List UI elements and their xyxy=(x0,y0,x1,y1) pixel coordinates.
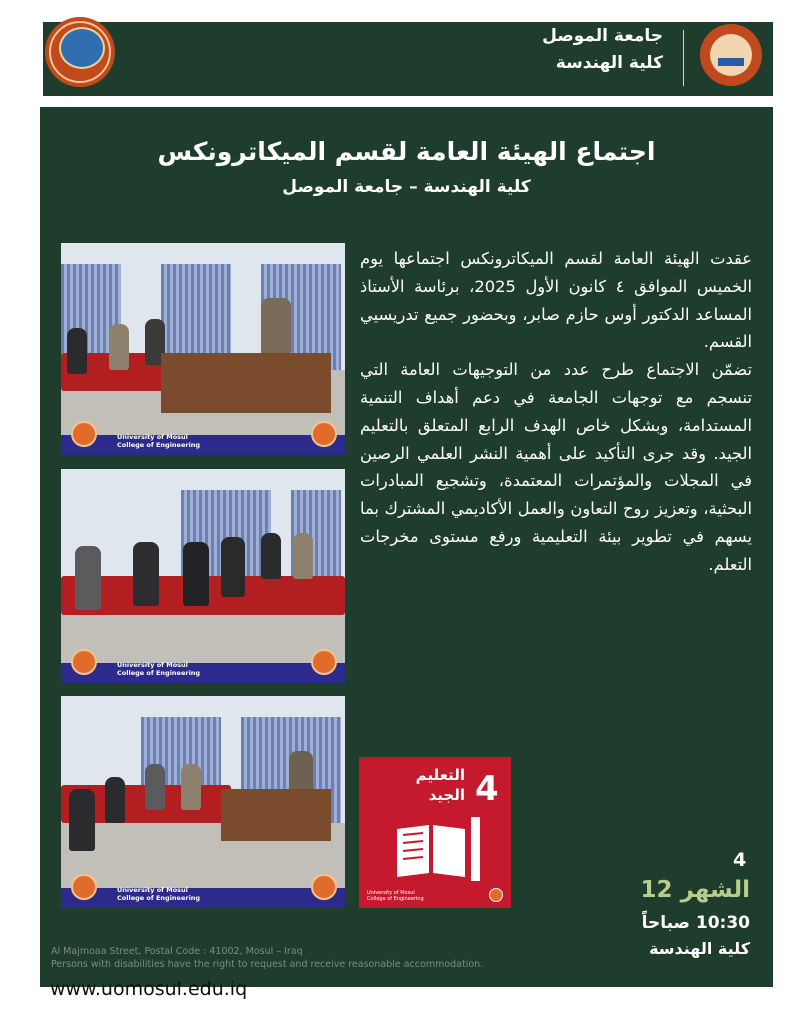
university-logo xyxy=(700,24,762,86)
pencil-icon xyxy=(471,817,480,881)
article-body xyxy=(360,245,752,579)
event-day: 4 xyxy=(733,849,747,871)
content-panel xyxy=(40,107,773,987)
meeting-photo-2 xyxy=(61,469,345,683)
event-time: 10:30 صباحاً xyxy=(641,913,750,933)
photo-caption: University of Mosul College of Engineering xyxy=(117,433,201,449)
university-name: جامعة الموصل xyxy=(542,26,663,46)
college-logo xyxy=(45,17,115,87)
meeting-photo-1 xyxy=(61,243,345,455)
sdg-number: 4 xyxy=(475,769,499,809)
photo-caption: University of Mosul College of Engineering xyxy=(117,886,201,902)
event-month: الشهر 12 xyxy=(640,877,750,903)
header-bar xyxy=(43,22,773,96)
college-name: كلية الهندسة xyxy=(555,53,663,73)
event-place: كلية الهندسة xyxy=(649,939,750,958)
sdg-footer: University of Mosul College of Engineering xyxy=(367,890,424,902)
header-divider xyxy=(683,30,684,86)
photo-caption: University of Mosul College of Engineering xyxy=(117,661,201,677)
article-paragraph: تضمّن الاجتماع طرح عدد من التوجيهات العامة التي تنسجم مع توجهات الجامعة في دعم أهداف التنمية المستدامة، وبشكل خاص الهدف الرابع المتعلق بالتعليم الجيد. وقد جرى التأكيد على أهمية النشر العلمي الرصين في المجلات والمؤتمرات المعتمدة، وتشجيع المبادرات البحثية، وتعزيز روح التعاون والعمل الأكاديمي المشترك بما يسهم في تطوير بيئة التعليمية ورفع مستوى مخرجات التعلم. xyxy=(360,360,752,574)
sdg-4-tile xyxy=(359,757,511,908)
open-book-icon xyxy=(395,823,467,879)
meeting-photo-3 xyxy=(61,696,345,908)
page-title: اجتماع الهيئة العامة لقسم الميكاترونكس xyxy=(157,137,656,166)
sdg-label: التعليم الجيد xyxy=(415,766,465,804)
page-subtitle: كلية الهندسة – جامعة الموصل xyxy=(282,177,531,197)
website-link[interactable]: www.uomosul.edu.iq xyxy=(50,978,248,1000)
footer-address: Al Majmoaa Street, Postal Code : 41002, Mosul – Iraq Persons with disabilities have the right to request and receive reasonable accommodation. xyxy=(51,946,484,970)
university-seal-icon xyxy=(489,888,503,902)
article-paragraph: عقدت الهيئة العامة لقسم الميكاترونكس اجتماعها يوم الخميس الموافق ٤ كانون الأول 2025، برئاسة الأستاذ المساعد الدكتور أوس حازم صابر، وبحضور جميع تدريسيي القسم. xyxy=(360,249,753,352)
